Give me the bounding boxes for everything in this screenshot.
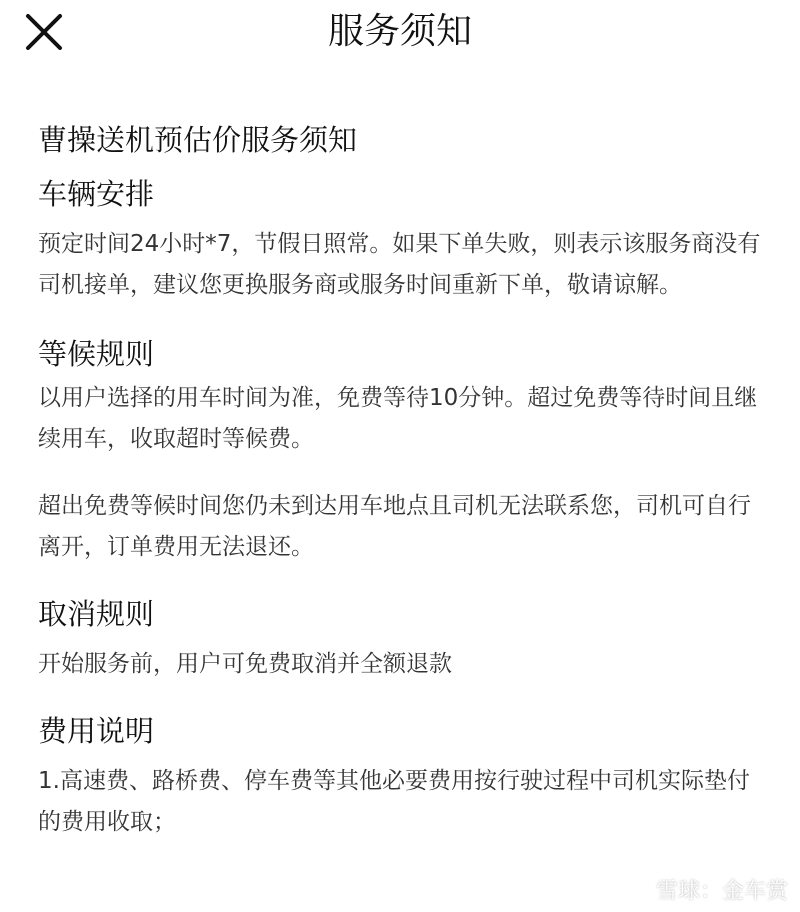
- document-title: 曹操送机预估价服务须知: [38, 123, 358, 157]
- watermark-text: 雪球：金车赏: [655, 878, 788, 904]
- section-paragraph: 超出免费等候时间您仍未到达用车地点且司机无法联系您，司机可自行离开，订单费用无法退还。: [38, 493, 751, 560]
- section-paragraph: 预定时间24小时*7，节假日照常。如果下单失败，则表示该服务商没有司机接单，建议您更换服务商或服务时间重新下单，敬请谅解。: [38, 231, 761, 298]
- snowball-logo-icon: [622, 875, 650, 903]
- section-title: 取消规则: [38, 597, 155, 631]
- section-waiting-rules: [38, 330, 768, 568]
- section-fee-description: [38, 707, 768, 843]
- top-bar: [0, 0, 800, 68]
- section-paragraph: 1.高速费、路桥费、停车费等其他必要费用按行驶过程中司机实际垫付的费用收取；: [38, 768, 750, 835]
- page-title: 服务须知: [327, 11, 472, 52]
- section-paragraph: 开始服务前，用户可免费取消并全额退款: [38, 651, 452, 677]
- section-title: 车辆安排: [38, 177, 155, 211]
- section-title: 费用说明: [38, 714, 155, 748]
- watermark: [622, 872, 788, 906]
- section-cancellation-rules: [38, 590, 768, 685]
- section-title: 等候规则: [38, 337, 155, 371]
- section-paragraph: 以用户选择的用车时间为准，免费等待10分钟。超过免费等待时间且继续用车，收取超时等候费。: [38, 385, 758, 452]
- section-vehicle-arrangement: [38, 170, 768, 306]
- notice-content: [38, 116, 768, 843]
